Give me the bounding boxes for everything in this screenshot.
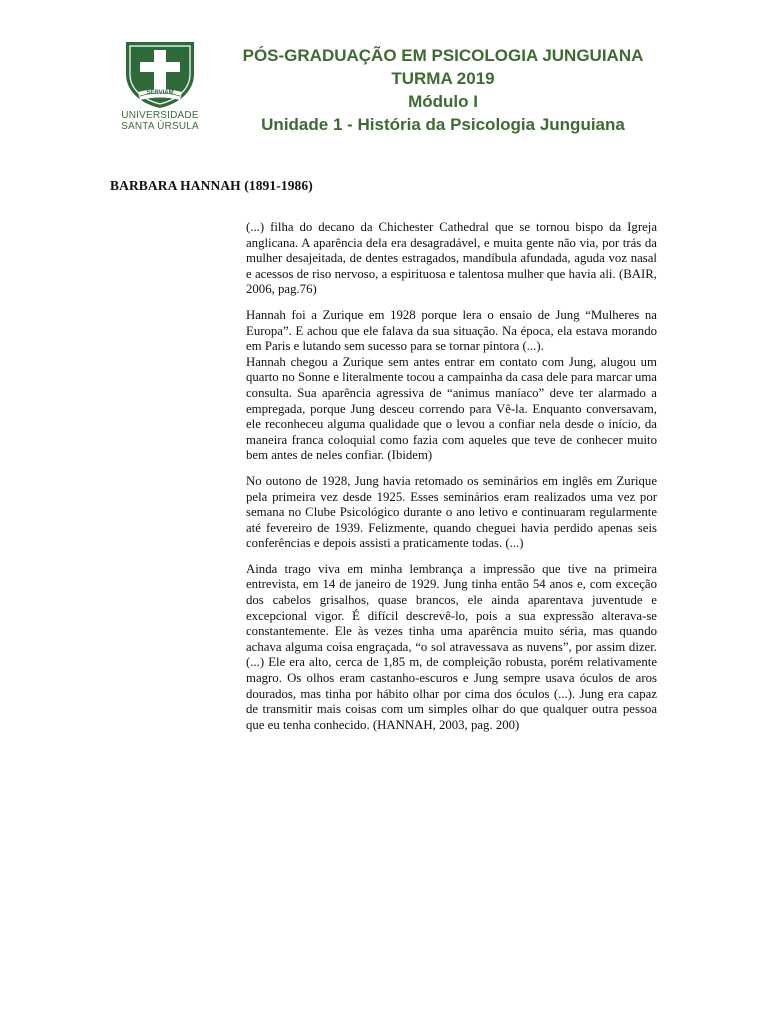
paragraph: Ainda trago viva em minha lembrança a impressão que tive na primeira entrevista, em 14 de janeiro de 1929. Jung tinha então 54 anos e, com exceção dos cabelos grisalhos, quase brancos, ele ainda aparentava juventude e excepcional vigor. É difícil descrevê-lo, pois a sua expressão alterava-se constantemente. Ele às vezes tinha uma aparência muito séria, mas quando achava alguma coisa engraçada, “o sol atravessava as nuvens”, por assim dizer. (...) Ele era alto, cerca de 1,85 m, de compleição robusta, porém relativamente magro. Os olhos eram castanho-escuros e Jung sempre usava óculos de aros dourados, mas tinha por hábito olhar por cima dos óculos (...). Jung era capaz de transmitir mais coisas com um simples olhar do que qualquer outra pessoa que eu tenha conhecido. (HANNAH, 2003, pag. 200) [246, 561, 657, 732]
logo-caption [112, 110, 208, 132]
header-unit: Unidade 1 - História da Psicologia Junguiana [261, 115, 625, 134]
logo-name-line1: UNIVERSIDADE [121, 110, 199, 121]
paragraph: No outono de 1928, Jung havia retomado os seminários em inglês em Zurique pela primeira vez desde 1925. Esses seminários eram realizados uma vez por semana no Clube Psicológico durante o ano letivo e continuaram regularmente até fevereiro de 1939. Felizmente, quando cheguei havia perdido apenas seis conferências e depois assisti a praticamente todas. (...) [246, 473, 657, 551]
logo-name-line2: SANTA ÚRSULA [121, 121, 199, 132]
section-title: BARBARA HANNAH (1891-1986) [110, 178, 313, 193]
paragraph: (...) filha do decano da Chichester Cathedral que se tornou bispo da Igreja anglicana. A aparência dela era desagradável, e muita gente não via, por trás da mulher desajeitada, de dentes estragados, mandíbula afundada, aguda voz nasal e acessos de riso nervoso, a espirituosa e talentosa mulher que havia ali. (BAIR, 2006, pag.76) [246, 220, 657, 297]
header-module: Módulo I [408, 92, 478, 111]
shield-icon [118, 40, 202, 110]
header-program: PÓS-GRADUAÇÃO EM PSICOLOGIA JUNGUIANA [242, 46, 644, 65]
paragraph: Hannah chegou a Zurique sem antes entrar em contato com Jung, alugou um quarto no Sonne e literalmente tocou a campainha da casa dele para marcar uma consulta. Sua aparência agressiva de “animus maníaco” deve ter alarmado a empregada, porque Jung desceu correndo para Vê-la. Enquanto conversavam, ele reconheceu alguma qualidade que o levou a confiar nela desde o início, da maneira franca coloquial como fazia com aqueles que teve de conhecer muito bem antes de neles confiar. (Ibidem) [246, 354, 657, 463]
paragraph: Hannah foi a Zurique em 1928 porque lera o ensaio de Jung “Mulheres na Europa”. E achou que ele falava da sua situação. Na época, ela estava morando em Paris e lutando sem sucesso para se tornar pintora (...). [246, 307, 657, 354]
document-header [218, 44, 668, 136]
header-class: TURMA 2019 [391, 69, 495, 88]
logo-motto: SERVIAM [146, 90, 174, 96]
quote-column [246, 220, 657, 743]
